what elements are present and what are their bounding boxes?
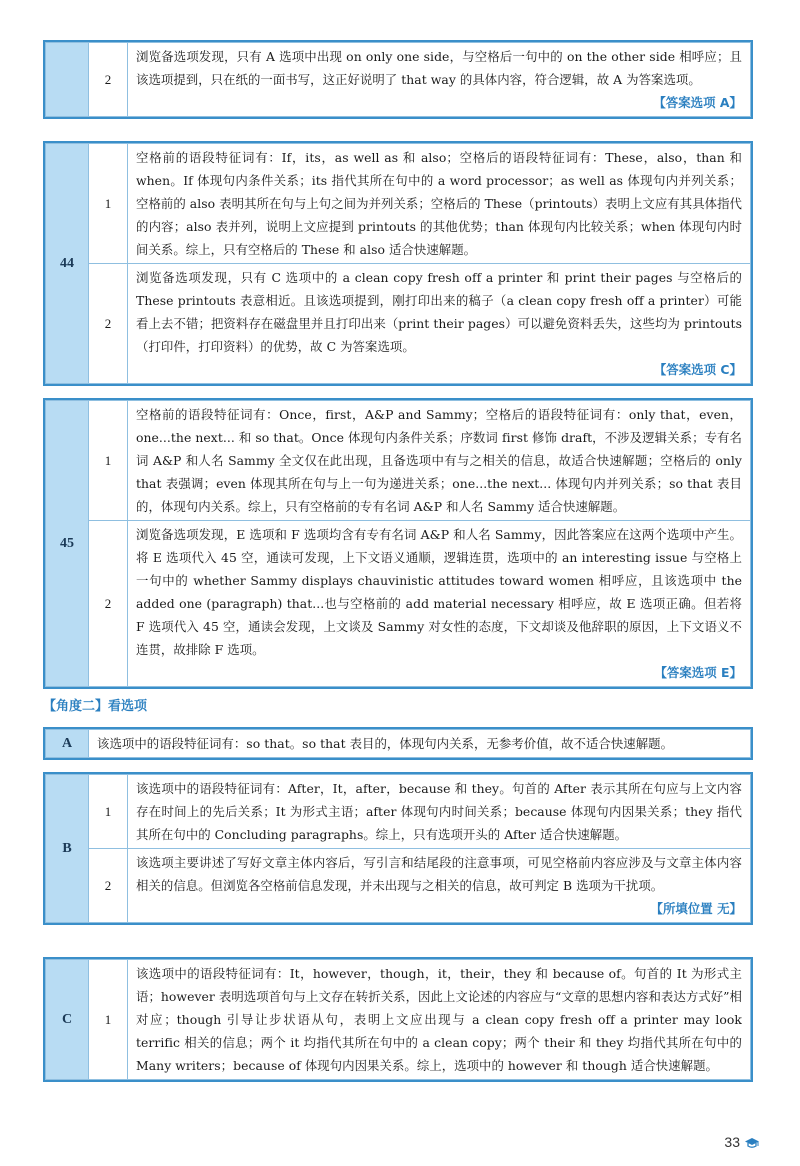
option-label: A (46, 730, 89, 758)
question-number-cell: 45 (46, 401, 89, 687)
question-number-cell: 44 (46, 144, 89, 384)
answer-label: 【答案选项 E】 (654, 665, 742, 680)
step-text-content: 该选项主要讲述了写好文章主体内容后，写引言和结尾段的注意事项，可见空格前内容应涉及与文章主体内容相关的信息。但浏览各空格前信息发现，并未出现与之相关的信息，故可判定 B 选项为干扰项。 (136, 855, 742, 893)
step-number: 1 (89, 401, 128, 521)
step-text: 空格前的语段特征词有：If，its，as well as 和 also；空格后的语段特征词有：These，also，than 和 when。If 体现句内条件关系；its 指代其所在句中的 a word processor；as well as 体现句内并列关系；空格前的 also 表明其所在句与上句之间为并列关系；空格后的 These（printouts）表明上文应有其具体指代的内容；also 表并列，说明上文应提到 printouts 的其他优势；than 体现句内比较关系；when 体现句内时间关系。综上，只有空格后的 These 和 also 适合快速解题。 (128, 144, 751, 264)
answer-label: 【答案选项 C】 (653, 362, 742, 377)
table-row (46, 960, 751, 1080)
step-text-content: 浏览备选项发现，E 选项和 F 选项均含有专有名词 A&P 和人名 Sammy，因此答案应在这两个选项中产生。将 E 选项代入 45 空，通读可发现，上下文语义通顺，逻辑连贯，选项中的 an interesting issue 与空格上一句中的 whether Sammy displays chauvinistic attitudes toward women 相呼应，且该选项中 the added one (paragraph) that...也与空格前的 add material necessary 相呼应，故 E 选项正确。但若将 F 选项代入 45 空，通读会发现，上文谈及 Sammy 对女性的态度，下文却谈及他辞职的原因，上下文语义不连贯，故排除 F 选项。 (136, 527, 742, 657)
section-heading: 【角度二】看选项 (43, 699, 148, 714)
step-text: 空格前的语段特征词有：Once，first，A&P and Sammy；空格后的语段特征词有：only that，even，one...the next... 和 so that。Once 体现句内条件关系；序数词 first 修饰 draft，不涉及逻辑关系；专有名词 A&P 和人名 Sammy 全文仅在此出现，且备选项中有与之相关的信息，故适合快速解题；空格后的 only that 表强调；even 体现其所在句与上一句为递进关系；one...the next... 体现句内并列关系；so that 表目的，体现句内关系。综上，只有空格前的专有名词 A&P 和人名 Sammy 适合快速解题。 (128, 401, 751, 521)
step-text (128, 43, 751, 117)
option-c-block (43, 957, 753, 1082)
table-row (46, 730, 751, 758)
option-a-block (43, 727, 753, 760)
step-text (128, 521, 751, 687)
step-text-content: 浏览备选项发现，只有 C 选项中的 a clean copy fresh off a printer 和 print their pages 与空格后的 These printouts 表意相近。且该选项提到，刚打印出来的稿子（a clean copy fresh off a printer）可能看上去不错；把资料存在磁盘里并且打印出来（print their pages）可以避免资料丢失，这些均为 printouts（打印件，打印资料）的优势，故 C 为答案选项。 (136, 270, 742, 354)
step-number: 2 (89, 521, 128, 687)
step-number: 1 (89, 144, 128, 264)
table-row (46, 43, 751, 117)
step-text-content: 浏览备选项发现，只有 A 选项中出现 on only one side，与空格后一句中的 on the other side 相呼应；且该选项提到，只在纸的一面书写，这正好说明了 that way 的具体内容，符合逻辑，故 A 为答案选项。 (136, 49, 742, 87)
step-text (128, 849, 751, 923)
question-44-block (43, 141, 753, 386)
option-label: C (46, 960, 89, 1080)
table-row (46, 401, 751, 521)
graduation-cap-icon (744, 1137, 760, 1149)
table-row (46, 264, 751, 384)
answer-label: 【答案选项 A】 (653, 95, 742, 110)
question-number-cell (46, 43, 89, 117)
option-label: B (46, 775, 89, 923)
step-text: 该选项中的语段特征词有：After，It，after，because 和 they。句首的 After 表示其所在句应与上文内容存在时间上的先后关系；It 为形式主语；after 体现句内时间关系；because 体现句内因果关系；they 指代其所在句中的 Concluding paragraphs。综上，只有选项开头的 After 适合快速解题。 (128, 775, 751, 849)
step-text (128, 264, 751, 384)
table-row (46, 775, 751, 849)
table-row (46, 144, 751, 264)
step-number: 1 (89, 775, 128, 849)
option-text: 该选项中的语段特征词有：so that。so that 表目的，体现句内关系，无参考价值，故不适合快速解题。 (89, 730, 751, 758)
table-row (46, 521, 751, 687)
page-number: 33 (724, 1134, 740, 1150)
step-number: 2 (89, 849, 128, 923)
step-text: 该选项中的语段特征词有：It，however，though，it，their，they 和 because of。句首的 It 为形式主语；however 表明选项首句与上文存在转折关系，因此上文论述的内容应与“文章的思想内容和表达方式好”相对应；though 引导让步状语从句，表明上文应出现与 a clean copy fresh off a printer may look terrific 相关的信息；两个 it 均指代其所在句中的 a clean copy；两个 their 和 they 均指代其所在句中的 Many writers；because of 体现句内因果关系。综上，选项中的 however 和 though 适合快速解题。 (128, 960, 751, 1080)
step-number: 2 (89, 264, 128, 384)
step-number: 2 (89, 43, 128, 117)
option-b-block (43, 772, 753, 925)
answer-label: 【所填位置 无】 (650, 901, 742, 916)
question-43-block (43, 40, 753, 119)
table-row (46, 849, 751, 923)
step-number: 1 (89, 960, 128, 1080)
question-45-block (43, 398, 753, 689)
